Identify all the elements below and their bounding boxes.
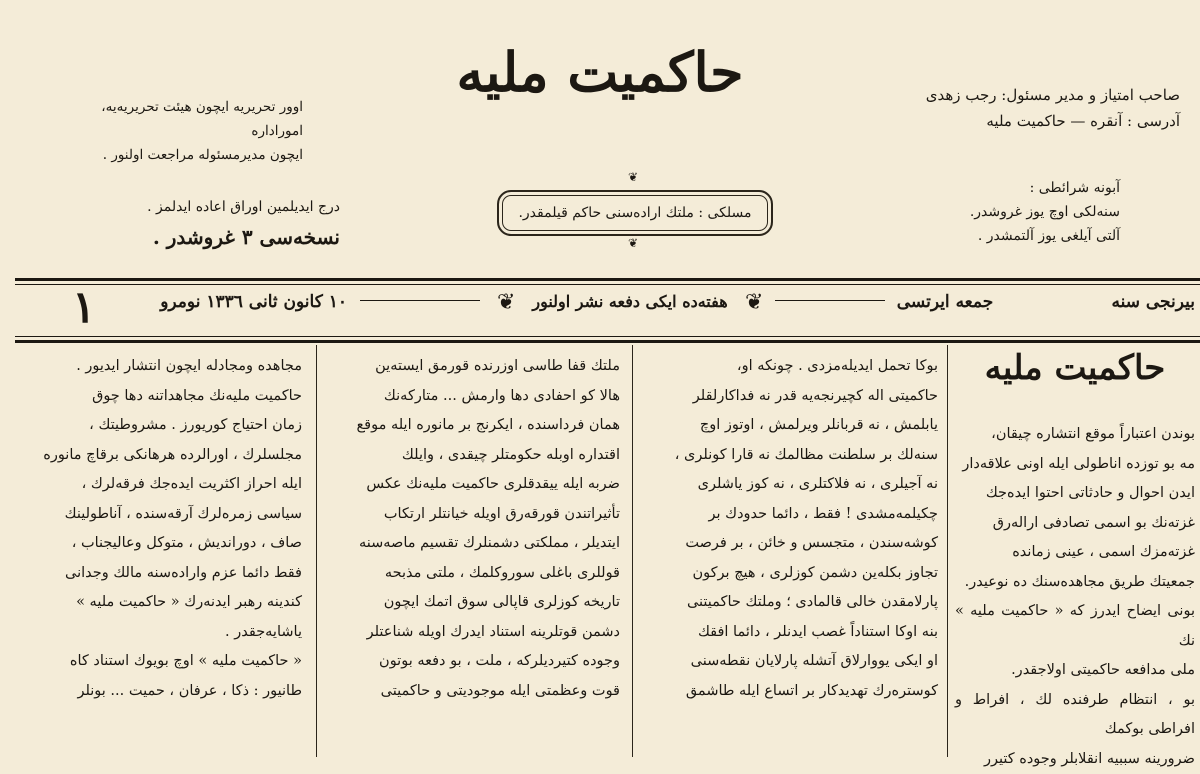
text-line: اقتداره اوبله حكومتلر چيقدی ، وايلك (325, 441, 620, 471)
publication-info (130, 192, 340, 252)
text-line: بنه اوكا استناداً غصب ايدنلر ، دائما افقك (640, 618, 938, 648)
text-line: قوت وعظمتی ايله موجوديتی و حاكميتی (325, 677, 620, 707)
publication-frequency: هفته‌ده ايكی دفعه نشر اولنور (505, 292, 755, 311)
text-line: مجلسلرك ، اورالرده هرهانكی برقاچ مانوره (12, 441, 302, 471)
column-separator (947, 345, 948, 757)
text-line: ايله احراز اكثريت ايده‌جك فرقه‌لرك ، (12, 470, 302, 500)
editorial-notice-line: اوور تحريريه ايچون هيئت تحريريه‌يه، اموراداره (88, 95, 303, 143)
text-line: همان فرداسنده ، ايكرنج بر مانوره ايله موقع (325, 411, 620, 441)
text-line: ملی مدافعه حاكميتی اولاجقدر. (955, 656, 1195, 686)
publication-day: جمعه ايرتسی (890, 292, 1000, 312)
rule (15, 336, 1200, 337)
text-line: كندينه رهبر ايدنه‌رك « حاكميت مليه » (12, 588, 302, 618)
rule (15, 340, 1200, 343)
ornament-icon: ❦ (618, 170, 648, 184)
address-line: آدرسی : آنقره — حاكميت مليه (900, 108, 1180, 134)
issue-date: ١٠ كانون ثانی ١٣٣٦ نومرو (122, 292, 347, 312)
issue-price: نسخه‌سی ۳ غروشدر . (130, 222, 340, 252)
text-line: بونی ايضاح ايدرز كه « حاكميت مليه » نك (955, 597, 1195, 656)
text-line: وجوده كتيرديلركه ، ملت ، بو دفعه بوتون (325, 647, 620, 677)
rule (15, 278, 1200, 281)
subscription-heading: آبونه شرائطی : (890, 176, 1120, 200)
subscription-halfyear: آلتی آيلغی يوز آلتمشدر . (890, 224, 1120, 248)
text-line: ايتديلر ، مملكتی دشمنلرك تقسيم ماصه‌سنه (325, 529, 620, 559)
subscription-info (890, 176, 1120, 248)
issue-number: ١ (72, 282, 96, 333)
owner-info (900, 82, 1180, 134)
text-line: او ايكی يووارلاق آتشله پارلايان نقطه‌سنی (640, 647, 938, 677)
text-line: جمعيتك طريق مجاهده‌سنك ده نوعيدر. (955, 568, 1195, 598)
text-line: مجاهده ومجادله ايچون انتشار ايديور . (12, 352, 302, 382)
editorial-notice-line: ايچون مديرمسئوله مراجعت اولنور . (88, 143, 303, 167)
text-line: چكيلمه‌مشدی ! فقط ، دائما حدودك بر (640, 500, 938, 530)
text-line: ياشايه‌جقدر . (12, 618, 302, 648)
text-line: بوكا تحمل ايديله‌مزدی . چونكه او، (640, 352, 938, 382)
subscription-yearly: سنه‌لكی اوچ يوز غروشدر. (890, 200, 1120, 224)
ornament-icon: ❦ (745, 290, 763, 315)
ornament-icon: ❦ (618, 236, 648, 250)
text-line: طانيور : ذكا ، عرفان ، حميت ... بونلر (12, 677, 302, 707)
rule (15, 284, 1200, 285)
text-line: هالا كو احفادی دها وارمش ... متاركه‌نك (325, 382, 620, 412)
text-line: تأثيراتندن قورقه‌رق اويله خيانتلر ارتكاب (325, 500, 620, 530)
text-line: غزته‌نك بو اسمی تصادفی اراله‌رق (955, 509, 1195, 539)
text-line: ايدن احوال و حادثاتی احتوا ايده‌جك (955, 479, 1195, 509)
text-line: تاريخه كوزلری قاپالی سوق اتمك ايچون (325, 588, 620, 618)
motto-box (497, 190, 773, 236)
text-line: زمان احتياج كوريورز . مشروطيتك ، (12, 411, 302, 441)
article-column-3 (325, 352, 620, 752)
divider (360, 300, 480, 301)
manuscripts-notice: درج ايديلمين اوراق اعاده ايدلمز . (130, 192, 340, 222)
text-line: سياسی زمره‌لرك آرقه‌سنده ، آناطولينك (12, 500, 302, 530)
ornament-icon: ❦ (497, 290, 515, 315)
text-line: قوللری باغلی سوروكلمك ، ملتی مذبحه (325, 559, 620, 589)
article-column-1 (955, 420, 1195, 755)
text-line: « حاكميت مليه » اوچ بويوك استناد كاه (12, 647, 302, 677)
owner-line: صاحب امتياز و مدير مسئول: رجب زهدی (900, 82, 1180, 108)
article-title: حاكميت مليه (960, 348, 1190, 388)
text-line: غزته‌مزك اسمی ، عينی زمانده (955, 538, 1195, 568)
text-line: ملتك قفا طاسی اوزرنده قورمق ايسته‌ين (325, 352, 620, 382)
text-line: يابلمش ، نه قربانلر ويرلمش ، اوتوز اوچ (640, 411, 938, 441)
text-line: نه آجيلری ، نه فلاكتلری ، نه كوز ياشلری (640, 470, 938, 500)
text-line: بوندن اعتباراً موقع انتشاره چيقان، (955, 420, 1195, 450)
text-line: حاكميت مليه‌نك مجاهداتنه دها چوق (12, 382, 302, 412)
text-line: كوستره‌رك تهديدكار بر اتساع ايله طاشمق (640, 677, 938, 707)
divider (775, 300, 885, 301)
motto-text: مسلكی : ملتك اراده‌سنی حاكم قيلمقدر. (518, 205, 751, 221)
text-line: دشمن قوتلرينه استناد ايدرك اويله شناعتلر (325, 618, 620, 648)
article-column-4 (12, 352, 302, 752)
text-line: تجاوز بكله‌ين دشمن كوزلری ، هيچ بركون (640, 559, 938, 589)
text-line: پارلامقدن خالی قالمادی ؛ وملتك حاكميتنی (640, 588, 938, 618)
column-separator (632, 345, 633, 757)
text-line: ضربه ايله ييقدقلری حاكميت مليه‌نك عكس (325, 470, 620, 500)
masthead-title: حاكميت مليه (430, 40, 770, 104)
column-separator (316, 345, 317, 757)
text-line: حاكميتی اله كچيرنجه‌يه قدر نه فداكارلقلر (640, 382, 938, 412)
editorial-notice (88, 95, 303, 167)
text-line: فقط دائما عزم واراده‌سنه مالك وجدانی (12, 559, 302, 589)
article-column-2 (640, 352, 938, 752)
text-line: مه بو توزده اناطولی ايله اونی علاقه‌دار (955, 450, 1195, 480)
text-line: صاف ، دوراندیش ، متوكل وعاليجناب ، (12, 529, 302, 559)
text-line: سنه‌لك بر سلطنت مظالمك نه قارا كونلری ، (640, 441, 938, 471)
text-line: بو ، انتظام طرفنده لك ، افراط و افراطی بوكمك (955, 686, 1195, 745)
publication-year: بيرنجی سنه (1110, 292, 1195, 312)
text-line: كوشه‌سندن ، متجسس و خائن ، بر فرصت (640, 529, 938, 559)
text-line: ضرورينه سببيه انقلابلر وجوده كتيرر (955, 745, 1195, 774)
